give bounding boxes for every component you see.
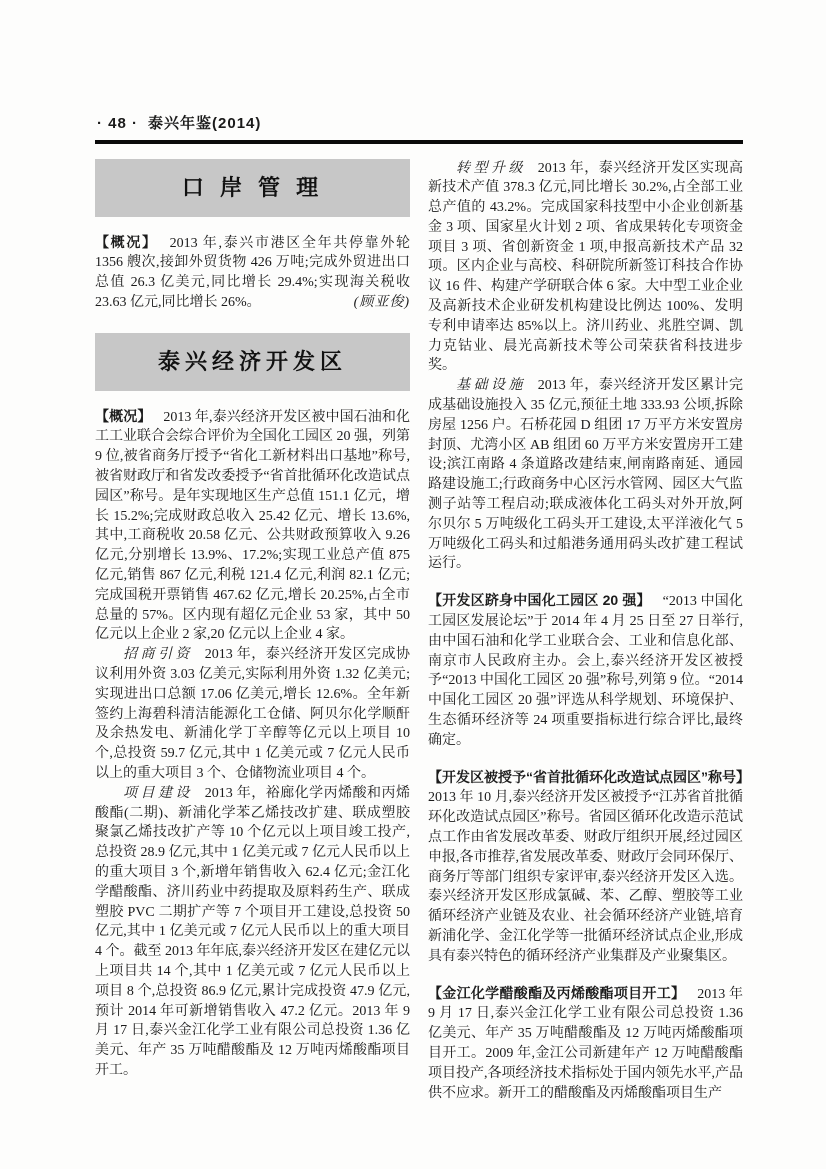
paragraph-label: 【概况】 (95, 407, 152, 424)
paragraph-text: 2013 年，泰兴经济开发区累计完成基础设施投入 35 亿元,预征土地 333.93 公顷,拆除房屋 1256 户。石桥花园 D 组团 17 万平方米安置房封顶、尤湾小区 AB 组团 60 万平方米安置房开工建设;滨江南路 4 条道路改建结束,闸南路南延、通园路建设施工;行政商务中心区污水管网、园区大气监测子站等工程启动;联成液体化工码头对外开放,阿尔贝尔 5 万吨级化工码头开工建设,太平洋液化气 5 万吨级化工码头和过船港务通用码头改扩建工程试运行。 (428, 378, 744, 572)
author-byline: (顾亚俊) (353, 294, 410, 310)
left-column (95, 159, 410, 1104)
entry-top20-paragraph (428, 591, 743, 750)
entry-label: 【开发区跻身中国化工园区 20 强】 (428, 592, 651, 609)
page-header (95, 112, 743, 133)
infrastructure-paragraph (428, 376, 743, 574)
entry-circular-zone-paragraph (428, 768, 750, 967)
paragraph-text: 2013 年，泰兴经济开发区完成协议利用外资 3.03 亿美元,实际利用外资 1.32 亿美元;实现进出口总额 17.06 亿美元,增长 12.6%。全年新签约上海碧科清洁能源化工仓储、阿贝尔化学顺酐及余热发电、新浦化学丁辛醇等亿元以上项目 10 个,总投资 59.7 亿元,其中 1 亿美元或 7 亿元人民币以上的重大项目 3 个、仓储物流业项目 4 个。 (95, 647, 411, 782)
paragraph-label: 【概况】 (95, 233, 158, 250)
entry-jinjiang-project-paragraph (428, 984, 743, 1104)
paragraph-text: 2013 年,泰兴市港区全年共停靠外轮 1356 艘次,接卸外贸货物 426 万吨;完成外贸进出口总值 26.3 亿美元,同比增长 29.4%;实现海关税收 23.63 亿元,同比增长 26%。 (95, 235, 411, 310)
book-title: 泰兴年鉴(2014) (148, 115, 262, 132)
investment-paragraph (95, 645, 410, 784)
two-column-layout (95, 159, 750, 1104)
paragraph-text: “2013 中国化工园区发展论坛”于 2014 年 4 月 25 日至 27 日举行,由中国石油和化学工业联合会、工业和信息化部、南京市人民政府主办。会上,泰兴经济开发区被授予“2013 中国化工园区 20 强”称号,列第 9 位。“2014 中国化工园区 20 强”评选从科学规划、环境保护、生态循环经济等 24 项重要指标进行综合评比,最终确定。 (428, 594, 743, 748)
runin-label: 基础设施 (456, 378, 526, 394)
runin-label: 招商引资 (123, 647, 193, 663)
entry-label: 【金江化学醋酸酯及丙烯酸酯项目开工】 (428, 984, 686, 1001)
upgrade-paragraph (428, 159, 743, 377)
section-title-text: 泰兴经济开发区 (157, 348, 347, 374)
runin-label: 项目建设 (123, 785, 193, 801)
section-title-devzone (95, 333, 410, 391)
devzone-overview-paragraph (95, 407, 410, 646)
paragraph-text: 2013 年，裕廊化学丙烯酸和丙烯酸酯(二期)、新浦化学苯乙烯技改扩建、联成塑胶聚氯乙烯技改扩产等 10 个亿元以上项目竣工投产,总投资 28.9 亿元,其中 1 亿美元或 7 亿元人民币以上的重大项目 3 个,新增年销售收入 62.4 亿元;金江化学醋酸酯、济川药业中药提取及原料药生产、联成塑胶 PVC 二期扩产等 7 个项目开工建设,总投资 50 亿元,其中 1 亿美元或 7 亿元人民币以上的重大项目 4 个。截至 2013 年年底,泰兴经济开发区在建亿元以上项目共 14 个,其中 1 亿美元或 7 亿元人民币以上项目 8 个,总投资 86.9 亿元,累计完成投资 47.9 亿元,预计 2014 年可新增销售收入 47.2 亿元。2013 年 9 月 17 日,泰兴金江化学工业有限公司总投资 1.36 亿美元、年产 35 万吨醋酸酯及 12 万吨丙烯酸酯项目开工。 (95, 785, 411, 1078)
page-number: · 48 · (97, 115, 139, 132)
port-overview-paragraph (95, 233, 410, 313)
paragraph-text: 2013 年 9 月 17 日,泰兴金江化学工业有限公司总投资 1.36 亿美元、年产 35 万吨醋酸酯及 12 万吨丙烯酸酯项目开工。2009 年,金江公司新建年产 12 万吨醋酸酯项目投产,各项经济技术指标处于国内领先水平,产品供不应求。新开工的醋酸酯及丙烯酸酯项目生产 (428, 986, 744, 1101)
runin-label: 转型升级 (456, 160, 526, 176)
paragraph-text: 2013 年，泰兴经济开发区实现高新技术产值 378.3 亿元,同比增长 30.2%,占全部工业总产值的 43.2%。完成国家科技型中小企业创新基金 3 项、国家星火计划 2 项、省成果转化专项资金项目 3 项、省创新资金 1 项,申报高新技术产品 32 项。区内企业与高校、科研院所新签订科技合作协议 16 件、构建产学研联合体 6 家。大中型工业企业及高新技术企业研发机构建设比例达 100%、发明专利申请率达 85%以上。济川药业、兆胜空调、凯力克钴业、晨光高新技术等公司荣获省科技进步奖。 (428, 160, 744, 374)
entry-label: 【开发区被授予“省首批循环化改造试点园区”称号】 (428, 768, 750, 785)
paragraph-text: 2013 年,泰兴经济开发区被中国石油和化工工业联合会综合评价为全国化工园区 20 强，列第 9 位,被省商务厅授予“省化工新材料出口基地”称号,被省财政厅和省发改委授予“省首批循环化改造试点园区”称号。是年实现地区生产总值 151.1 亿元，增长 15.2%;完成财政总收入 25.42 亿元、增长 13.6%,其中,工商税收 20.58 亿元、公共财政预算收入 9.26 亿元,分别增长 13.9%、17.2%;实现工业总产值 875 亿元,销售 867 亿元,利税 121.4 亿元,利润 82.1 亿元;完成国税开票销售 467.62 亿元,增长 20.25%,占全市总量的 57%。区内现有超亿元企业 53 家，其中 50 亿元以上企业 2 家,20 亿元以上企业 4 家。 (95, 409, 410, 643)
section-title-text: 口 岸 管 理 (181, 174, 324, 200)
projects-paragraph (95, 784, 410, 1081)
right-column (428, 159, 750, 1104)
section-title-port-management (95, 159, 410, 217)
header-rule (95, 140, 743, 144)
paragraph-text: 2013 年 10 月,泰兴经济开发区被授予“江苏省首批循环化改造试点园区”称号。省园区循环化改造示范试点工作由省发展改革委、财政厅组织开展,经过园区申报,各市推荐,省发展改革委、财政厅会同环保厅、商务厅等部门组织专家评审,泰兴经济开发区入选。泰兴经济开发区形成氯碱、苯、乙醇、塑胶等工业循环经济产业链及农业、社会循环经济产业链,培育新浦化学、金江化学等一批循环经济试点企业,形成具有泰兴特色的循环经济产业集群及产业聚集区。 (428, 790, 743, 964)
page-content (95, 112, 750, 1103)
